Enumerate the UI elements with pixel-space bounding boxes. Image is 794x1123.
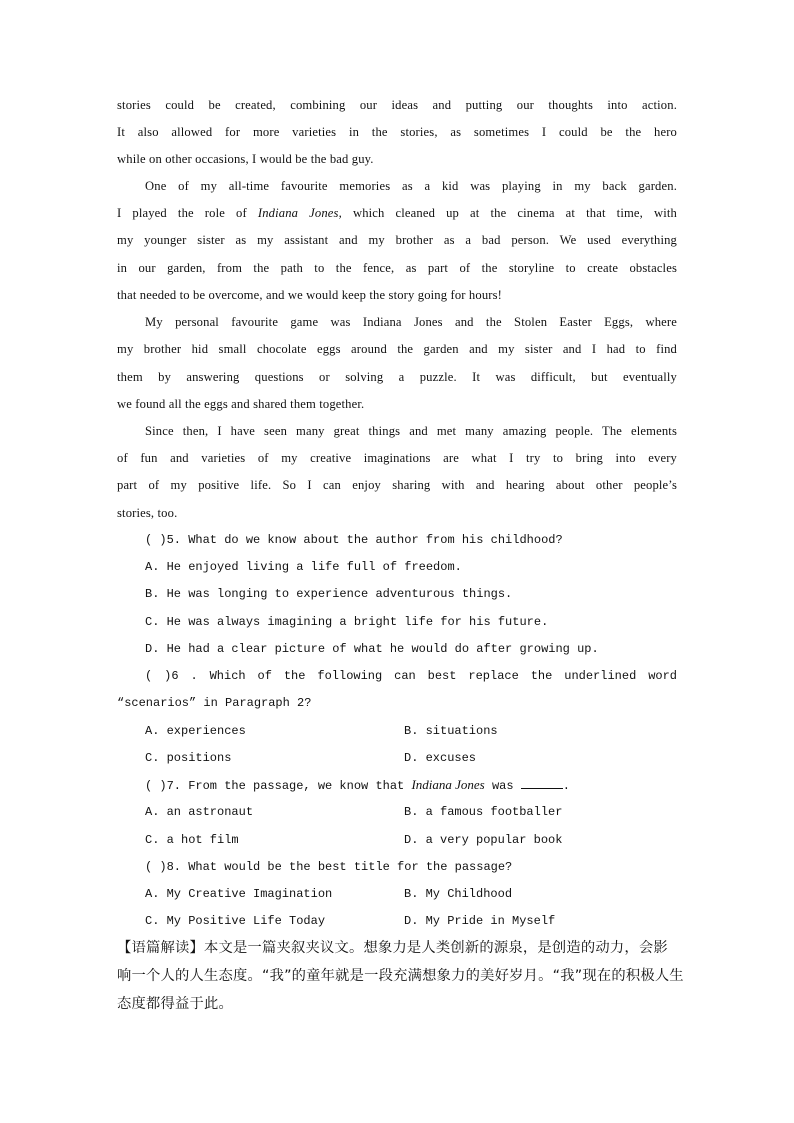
question-8-option-a: A. My Creative Imagination (145, 887, 333, 901)
question-7-stem (145, 777, 677, 794)
question-8-option-d: D. My Pride in Myself (404, 914, 556, 928)
passage-line: part of my positive life. So I can enjoy sharing with and hearing about other people’s (117, 478, 677, 492)
passage-line: One of my all-time favourite memories as a kid was playing in my back garden. (145, 179, 677, 193)
passage-line: My personal favourite game was Indiana Jones and the Stolen Easter Eggs, where (145, 315, 677, 329)
movie-title: Indiana Jones, (257, 206, 342, 220)
question-7-option-a: A. an astronaut (145, 805, 254, 819)
passage-line: It also allowed for more varieties in the stories, as sometimes I could be the hero (117, 125, 677, 139)
question-5-option-b: B. He was longing to experience adventurous things. (145, 587, 513, 601)
question-6-stem-cont: “scenarios” in Paragraph 2? (117, 696, 312, 710)
passage-line: we found all the eggs and shared them together. (117, 397, 365, 411)
passage-line: stories, too. (117, 506, 178, 520)
passage-line: my younger sister as my assistant and my brother as a bad person. We used everything (117, 233, 677, 247)
question-7-stem-end: . (562, 779, 570, 793)
question-6-option-d: D. excuses (404, 751, 477, 765)
passage-line: that needed to be overcome, and we would keep the story going for hours! (117, 288, 503, 302)
question-7-option-c: C. a hot film (145, 833, 239, 847)
question-6-stem: ( )6 . Which of the following can best replace the underlined word (145, 669, 677, 683)
question-8-option-b: B. My Childhood (404, 887, 513, 901)
answer-blank (521, 778, 563, 789)
question-7-stem-text: was (484, 779, 521, 793)
passage-text: which cleaned up at the cinema at that time, with (341, 206, 677, 220)
passage-line: while on other occasions, I would be the bad guy. (117, 152, 374, 166)
passage-line: them by answering questions or solving a puzzle. It was difficult, but eventually (117, 370, 677, 384)
question-5-option-c: C. He was always imagining a bright life for his future. (145, 615, 549, 629)
question-5-option-d: D. He had a clear picture of what he would do after growing up. (145, 642, 599, 656)
passage-line: in our garden, from the path to the fence, as part of the storyline to create obstacles (117, 261, 677, 275)
question-7-stem-text: ( )7. From the passage, we know that (145, 779, 412, 793)
question-6-option-c: C. positions (145, 751, 232, 765)
question-5-option-a: A. He enjoyed living a life full of freedom. (145, 560, 462, 574)
analysis-line: 【语篇解读】本文是一篇夹叙夹议文。想象力是人类创新的源泉，是创造的动力，会影 (117, 940, 668, 956)
question-6-option-b: B. situations (404, 724, 498, 738)
passage-line: my brother hid small chocolate eggs around the garden and my sister and I had to find (117, 342, 677, 356)
question-5-stem: ( )5. What do we know about the author from his childhood? (145, 533, 563, 547)
question-7-italic-title: Indiana Jones (411, 777, 485, 792)
analysis-line: 响一个人的人生态度。“我”的童年就是一段充满想象力的美好岁月。“我”现在的积极人生 (117, 968, 684, 984)
analysis-line: 态度都得益于此。 (117, 996, 233, 1012)
passage-text: I played the role of (117, 206, 258, 220)
question-7-option-d: D. a very popular book (404, 833, 563, 847)
question-7-option-b: B. a famous footballer (404, 805, 563, 819)
passage-line: Since then, I have seen many great things and met many amazing people. The elements (145, 424, 677, 438)
question-8-option-c: C. My Positive Life Today (145, 914, 326, 928)
passage-line (117, 205, 677, 221)
question-8-stem: ( )8. What would be the best title for the passage? (145, 860, 513, 874)
passage-line: of fun and varieties of my creative imaginations are what I try to bring into every (117, 451, 677, 465)
passage-line: stories could be created, combining our ideas and putting our thoughts into action. (117, 98, 677, 112)
question-6-option-a: A. experiences (145, 724, 246, 738)
